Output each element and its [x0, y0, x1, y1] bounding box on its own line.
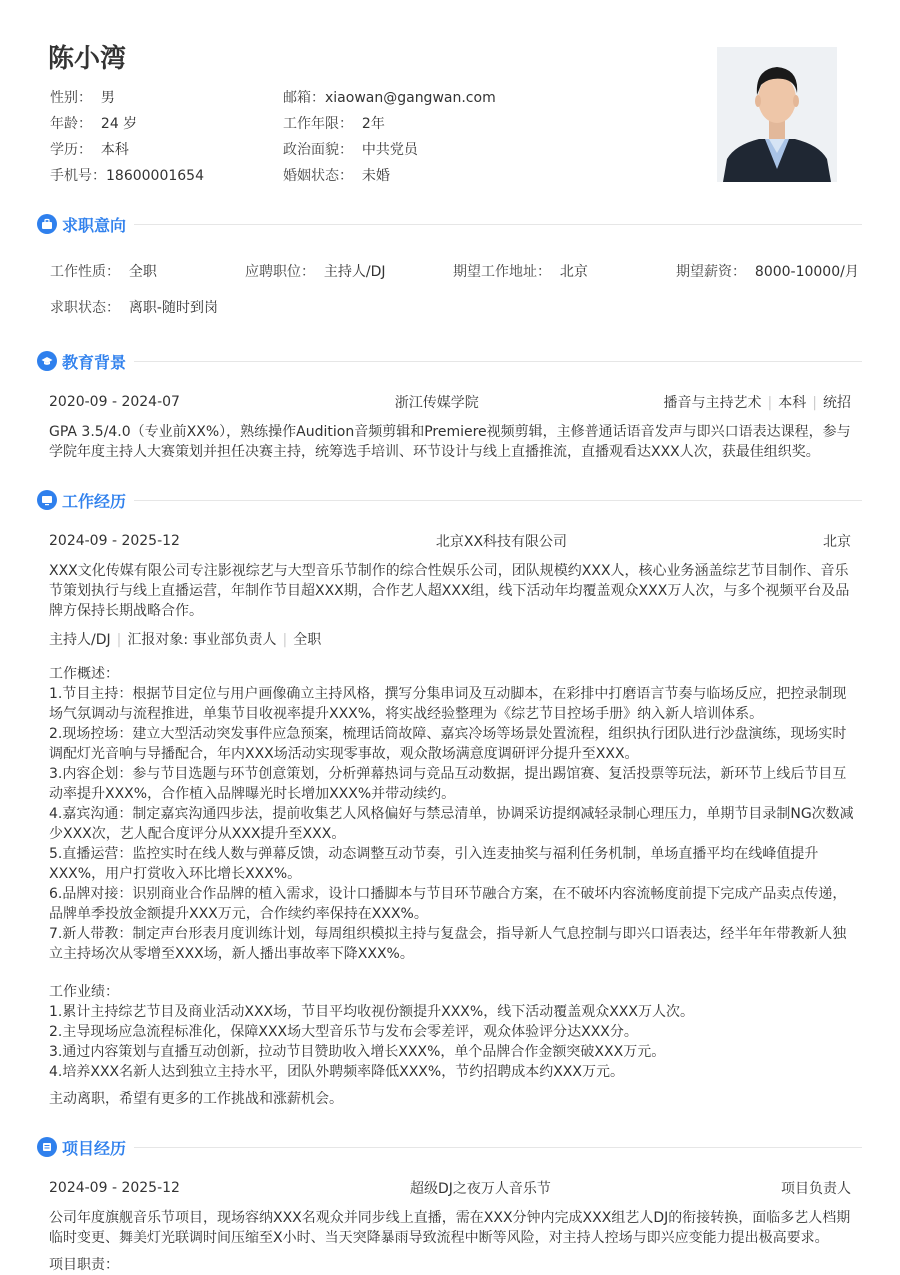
work-date: 2024-09 - 2025-12: [49, 533, 180, 549]
education-details: 播音与主持艺术 | 本科 | 统招: [663, 395, 851, 411]
expected-salary-field: 期望薪资： 8000-10000/月: [676, 264, 859, 280]
project-duty-label: 项目职责：: [49, 1257, 119, 1273]
list-icon: [37, 1137, 57, 1157]
work-achievements: [49, 982, 854, 1082]
project-role: 项目负责人: [781, 1181, 851, 1197]
section-title-work: 工作经历: [37, 489, 126, 511]
candidate-name: 陈小湾: [48, 44, 127, 74]
gender-field: 性别： 男: [50, 90, 115, 106]
work-role-line: 主持人/DJ | 汇报对象: 事业部负责人 | 全职: [49, 632, 322, 648]
section-divider: [134, 500, 862, 501]
overview-item: 6.品牌对接：识别商业合作品牌的植入需求，设计口播脚本与节目环节融合方案，在不破坏内容流畅度前提下完成产品卖点传递，品牌单季投放金额提升XXX万元，合作续约率保持在XXX%。: [49, 886, 847, 922]
overview-item: 4.嘉宾沟通：制定嘉宾沟通四步法，提前收集艺人风格偏好与禁忌清单，协调采访提纲减轻录制心理压力，单期节目录制NG次数减少XXX次，艺人配合度评分从XXX提升至XXX。: [49, 806, 854, 842]
project-entry-header: [49, 1178, 851, 1198]
company-intro: XXX文化传媒有限公司专注影视综艺与大型音乐节制作的综合性娱乐公司，团队规模约XXX人，核心业务涵盖综艺节目制作、音乐节策划执行与线上直播运营，年制作节目超XXX期，合作艺人超XXX组，线下活动年均覆盖观众XXX万人次，与多个视频平台及品牌方保持长期战略合作。: [49, 563, 850, 619]
achievement-item: 1.累计主持综艺节目及商业活动XXX场，节目平均收视份额提升XXX%，线下活动覆盖观众XXX万人次。: [49, 1004, 694, 1020]
political-status-field: 政治面貌： 中共党员: [283, 142, 418, 158]
section-divider: [134, 361, 862, 362]
section-title-education: 教育背景: [37, 350, 126, 372]
education-date: 2020-09 - 2024-07: [49, 394, 180, 410]
section-title-intent: 求职意向: [37, 213, 126, 235]
education-entry-header: [49, 392, 851, 412]
section-divider: [134, 1147, 862, 1148]
report-to: 汇报对象: 事业部负责人: [127, 632, 277, 648]
project-date: 2024-09 - 2025-12: [49, 1180, 180, 1196]
achievement-item: 2.主导现场应急流程标准化，保障XXX场大型音乐节与发布会零差评，观众体验评分达XXX分。: [49, 1024, 638, 1040]
job-status-field: 求职状态： 离职-随时到岗: [50, 300, 218, 316]
overview-item: 1.节目主持：根据节目定位与用户画像确立主持风格，撰写分集串词及互动脚本，在彩排中打磨语言节奏与临场反应，把控录制现场气氛调动与流程推进，单集节目收视率提升XXX%，将实战经验整理为《综艺节目控场手册》纳入新人培训体系。: [49, 686, 847, 722]
achievements-label: 工作业绩：: [49, 984, 119, 1000]
job-type-field: 工作性质： 全职: [50, 264, 157, 280]
section-divider: [134, 224, 862, 225]
employment-type: 全职: [293, 632, 322, 648]
project-description: 公司年度旗舰音乐节项目，现场容纳XXX名观众并同步线上直播，需在XXX分钟内完成XXX组艺人DJ的衔接转换，面临多艺人档期临时变更、舞美灯光联调时间压缩至X小时、当天突降暴雨导致流程中断等风险，对主持人控场与即兴应变能力提出极高要求。: [49, 1210, 851, 1246]
profile-photo: [717, 47, 837, 182]
email-field: 邮箱：xiaowan@gangwan.com: [283, 90, 496, 106]
age-field: 年龄： 24 岁: [50, 116, 138, 132]
achievement-item: 4.培养XXX名新人达到独立主持水平，团队外聘频率降低XXX%，节约招聘成本约XXX万元。: [49, 1064, 624, 1080]
overview-label: 工作概述：: [49, 666, 119, 682]
graduation-cap-icon: [37, 351, 57, 371]
achievement-item: 3.通过内容策划与直播互动创新，拉动节目赞助收入增长XXX%，单个品牌合作金额突破XXX万元。: [49, 1044, 666, 1060]
work-years-field: 工作年限： 2年: [283, 116, 385, 132]
leave-reason: 主动离职，希望有更多的工作挑战和涨薪机会。: [49, 1091, 343, 1107]
overview-item: 7.新人带教：制定声台形表月度训练计划，每周组织模拟主持与复盘会，指导新人气息控制与即兴口语表达，经半年年带教新人独立主持场次从零增至XXX场，新人播出事故率下降XXX%。: [49, 926, 847, 962]
education-level-field: 学历： 本科: [50, 142, 129, 158]
section-title-project: 项目经历: [37, 1136, 126, 1158]
overview-item: 5.直播运营：监控实时在线人数与弹幕反馈，动态调整互动节奏，引入连麦抽奖与福利任务机制，单场直播平均在线峰值提升XXX%，用户打赏收入环比增长XXX%。: [49, 846, 819, 882]
work-city: 北京: [822, 534, 851, 550]
work-overview: [49, 664, 854, 964]
phone-field: 手机号：18600001654: [50, 168, 204, 184]
person-avatar-icon: [717, 47, 837, 182]
work-entry-header: [49, 531, 851, 551]
major: 播音与主持艺术: [663, 395, 762, 411]
degree: 本科: [778, 395, 807, 411]
overview-item: 2.现场控场：建立大型活动突发事件应急预案，梳理话筒故障、嘉宾冷场等场景处置流程，组织执行团队进行沙盘演练，现场实时调配灯光音响与导播配合，年内XXX场活动实现零事故，观众散场满意度调研评分提升至XXX。: [49, 726, 847, 762]
company-name: 北京XX科技有限公司: [435, 534, 568, 550]
briefcase-icon: [37, 214, 57, 234]
job-role: 主持人/DJ: [49, 632, 111, 648]
project-name: 超级DJ之夜万人音乐节: [410, 1181, 551, 1197]
marital-status-field: 婚姻状态： 未婚: [283, 168, 390, 184]
overview-item: 3.内容企划：参与节目选题与环节创意策划，分析弹幕热词与竞品互动数据，提出踢馆赛、复活投票等玩法，新环节上线后节目互动率提升XXX%，合作植入品牌曝光时长增加XXX%并带动续约。: [49, 766, 847, 802]
school-name: 浙江传媒学院: [394, 395, 479, 411]
target-position-field: 应聘职位： 主持人/DJ: [245, 264, 386, 280]
education-description: GPA 3.5/4.0（专业前XX%），熟练操作Audition音频剪辑和Premiere视频剪辑，主修普通话语音发声与即兴口语表达课程，参与学院年度主持人大赛策划并担任决赛主持，统筹选手培训、环节设计与线上直播推流，直播观看达XXX人次，获最佳组织奖。: [49, 424, 851, 460]
enrollment-type: 统招: [822, 395, 851, 411]
target-location-field: 期望工作地址： 北京: [453, 264, 588, 280]
monitor-icon: [37, 490, 57, 510]
